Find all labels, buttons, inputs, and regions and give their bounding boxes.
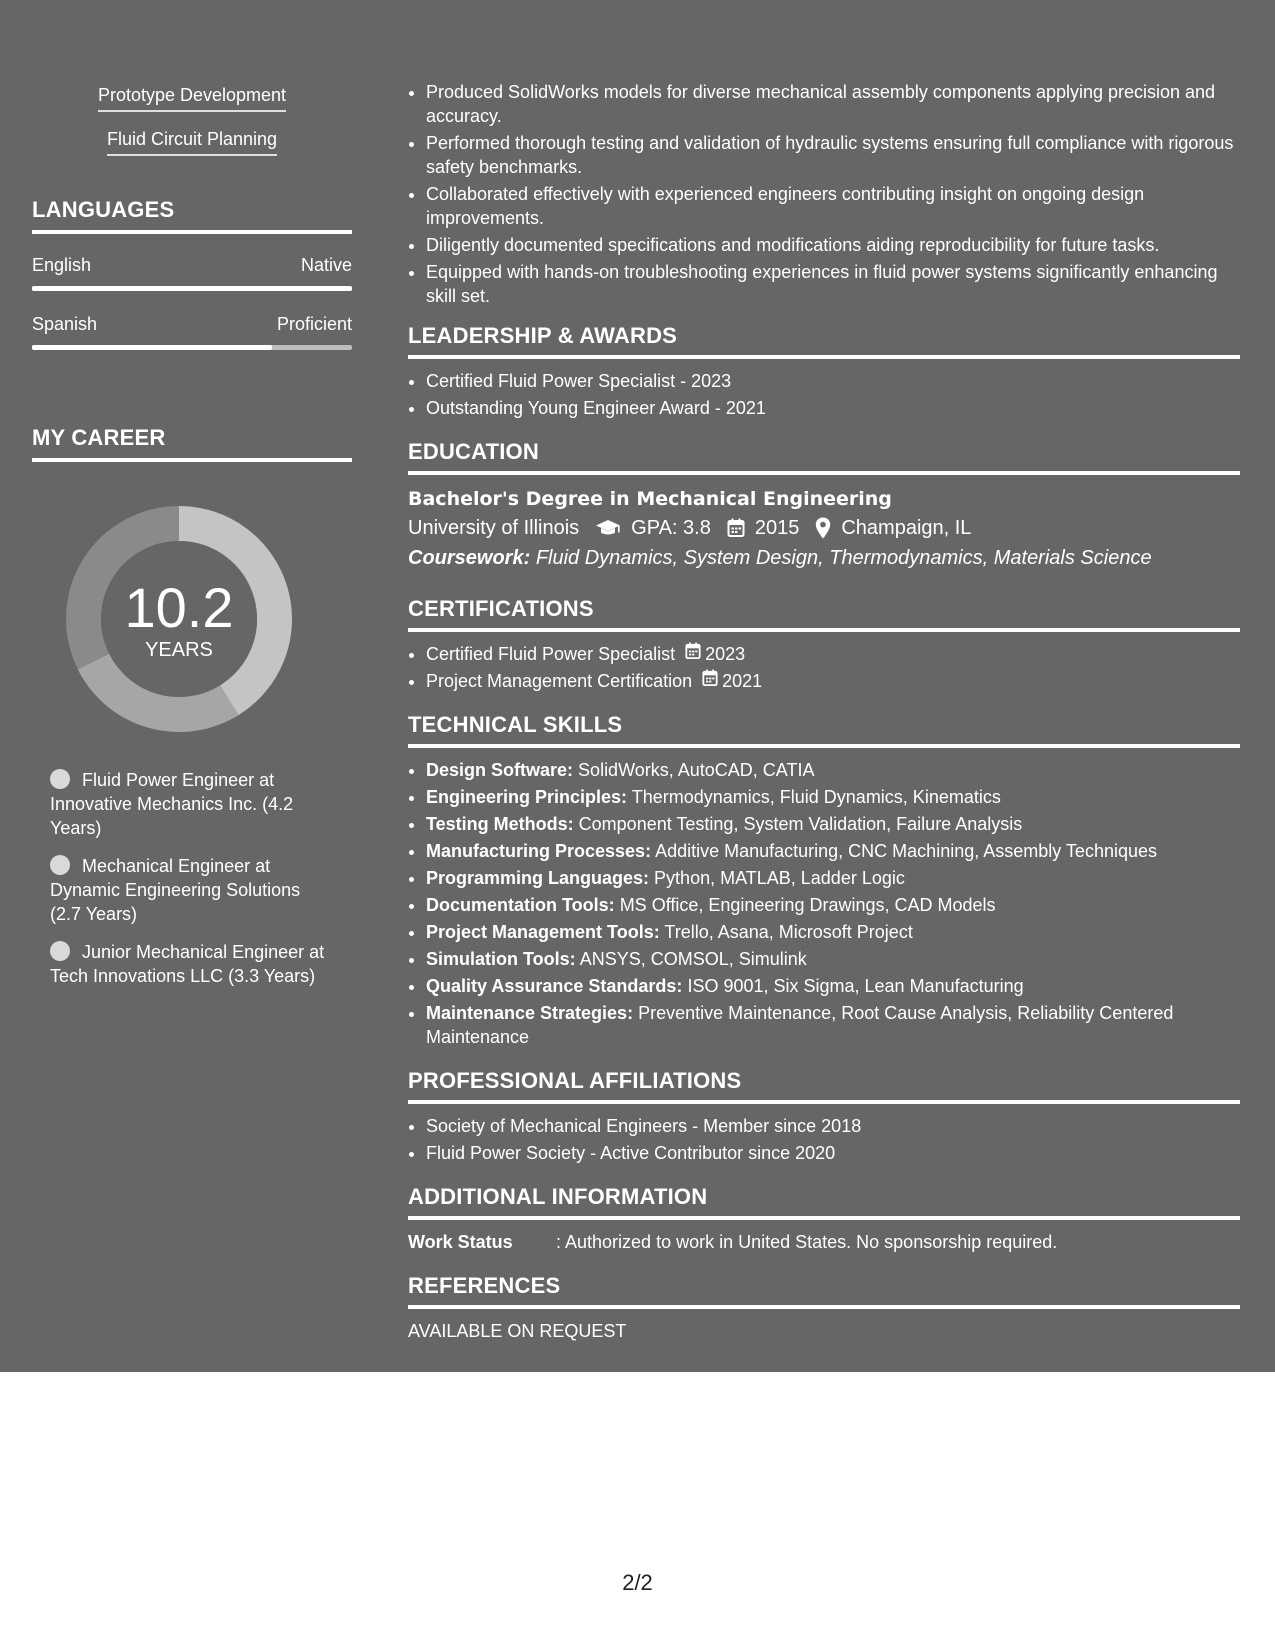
technical-skill-item xyxy=(426,812,1240,836)
calendar-icon xyxy=(727,518,745,538)
technical-skill-label: Design Software: xyxy=(426,760,574,780)
certification-date xyxy=(685,642,745,666)
career-item-text: Fluid Power Engineer at Innovative Mechanics Inc. (4.2 Years) xyxy=(50,770,294,838)
certification-name: Certified Fluid Power Specialist xyxy=(426,644,676,664)
certification-year: 2021 xyxy=(722,671,763,691)
language-proficiency-fill xyxy=(32,345,272,350)
language-name: Spanish xyxy=(32,314,98,334)
school-location: Champaign, IL xyxy=(841,517,972,539)
certification-item xyxy=(426,669,1240,693)
leadership-list xyxy=(408,369,1240,420)
award-item: • Certified Fluid Power Specialist - 2023 xyxy=(426,369,1240,393)
coursework xyxy=(408,543,1240,573)
technical-skill-value: SolidWorks, AutoCAD, CATIA xyxy=(578,760,815,780)
technical-skill-item xyxy=(426,758,1240,782)
location-pin-icon xyxy=(815,517,831,539)
certifications-section xyxy=(408,595,1240,693)
language-name: English xyxy=(32,255,92,275)
affiliation-item: • Fluid Power Society - Active Contributor since 2020 xyxy=(426,1141,1240,1165)
technical-skills-section xyxy=(408,711,1240,1049)
technical-skill-value: ISO 9001, Six Sigma, Lean Manufacturing xyxy=(687,976,1024,996)
career-donut-chart xyxy=(66,506,292,732)
career-total-unit: YEARS xyxy=(145,639,213,661)
technical-skill-value: Component Testing, System Validation, Failure Analysis xyxy=(578,814,1023,834)
experience-bullet: • Diligently documented specifications and modifications aiding reproducibility for future tasks. xyxy=(426,233,1240,257)
technical-skill-value: MS Office, Engineering Drawings, CAD Models xyxy=(619,895,996,915)
technical-skill-item xyxy=(426,974,1240,998)
technical-skill-value: Trello, Asana, Microsoft Project xyxy=(664,922,913,942)
education-meta xyxy=(408,513,1240,543)
technical-skill-item xyxy=(426,785,1240,809)
work-status-value: : Authorized to work in United States. No sponsorship required. xyxy=(556,1232,1058,1252)
technical-skill-item xyxy=(426,893,1240,917)
education-section xyxy=(408,438,1240,573)
technical-skill-value: Additive Manufacturing, CNC Machining, Assembly Techniques xyxy=(655,841,1157,861)
career-bullet-icon xyxy=(50,941,70,961)
technical-skill-value: Python, MATLAB, Ladder Logic xyxy=(654,868,905,888)
language-proficiency-fill xyxy=(32,286,352,291)
languages-section xyxy=(32,196,352,350)
main-content xyxy=(408,80,1240,1343)
page-number: 2/2 xyxy=(622,1570,653,1595)
career-item xyxy=(50,854,330,926)
technical-skill-label: Programming Languages: xyxy=(426,868,650,888)
technical-skill-item xyxy=(426,866,1240,890)
leadership-section xyxy=(408,322,1240,420)
certification-year: 2023 xyxy=(705,644,746,664)
experience-bullets xyxy=(408,80,1240,308)
skill-item[interactable]: Fluid Circuit Planning xyxy=(107,128,277,156)
career-item xyxy=(50,940,330,988)
career-item-text: Junior Mechanical Engineer at Tech Innovations LLC (3.3 Years) xyxy=(50,942,325,986)
career-title: MY CAREER xyxy=(32,424,352,462)
technical-skill-label: Simulation Tools: xyxy=(426,949,576,969)
technical-skill-label: Manufacturing Processes: xyxy=(426,841,652,861)
additional-info-section xyxy=(408,1183,1240,1254)
technical-skill-item xyxy=(426,839,1240,863)
work-status-label: Work Status xyxy=(408,1232,513,1252)
references-section xyxy=(408,1272,1240,1343)
experience-bullet: • Equipped with hands-on troubleshooting experiences in fluid power systems significantly enhancing skill set. xyxy=(426,260,1240,308)
affiliations-list xyxy=(408,1114,1240,1165)
career-bullet-icon xyxy=(50,855,70,875)
calendar-icon xyxy=(685,642,701,666)
sidebar xyxy=(32,84,352,1002)
language-proficiency-bar xyxy=(32,345,352,350)
affiliations-title: PROFESSIONAL AFFILIATIONS xyxy=(408,1067,1240,1104)
technical-skills-title: TECHNICAL SKILLS xyxy=(408,711,1240,748)
technical-skill-label: Quality Assurance Standards: xyxy=(426,976,683,996)
affiliations-section xyxy=(408,1067,1240,1165)
graduation-year: 2015 xyxy=(754,517,800,539)
coursework-list: Fluid Dynamics, System Design, Thermodynamics, Materials Science xyxy=(535,547,1152,569)
career-total-years: 10.2 xyxy=(124,576,234,639)
language-item xyxy=(32,313,352,350)
career-section xyxy=(32,424,352,988)
award-item: • Outstanding Young Engineer Award - 2021 xyxy=(426,396,1240,420)
career-list xyxy=(50,768,330,988)
graduation-cap-icon xyxy=(595,518,621,538)
references-title: REFERENCES xyxy=(408,1272,1240,1309)
skill-item[interactable]: Prototype Development xyxy=(98,84,286,112)
work-status-row xyxy=(408,1230,1240,1254)
affiliation-item: • Society of Mechanical Engineers - Member since 2018 xyxy=(426,1114,1240,1138)
technical-skill-label: Documentation Tools: xyxy=(426,895,615,915)
technical-skill-item xyxy=(426,920,1240,944)
technical-skill-item xyxy=(426,947,1240,971)
career-item-text: Mechanical Engineer at Dynamic Engineering Solutions (2.7 Years) xyxy=(50,856,301,924)
education-title: EDUCATION xyxy=(408,438,1240,475)
language-item xyxy=(32,254,352,291)
experience-bullet: • Collaborated effectively with experienced engineers contributing insight on ongoing design improvements. xyxy=(426,182,1240,230)
certification-date xyxy=(702,669,762,693)
language-proficiency-bar xyxy=(32,286,352,291)
skills-list xyxy=(32,84,352,156)
technical-skill-label: Engineering Principles: xyxy=(426,787,628,807)
technical-skills-list xyxy=(408,758,1240,1049)
certifications-title: CERTIFICATIONS xyxy=(408,595,1240,632)
technical-skill-label: Testing Methods: xyxy=(426,814,574,834)
coursework-label: Coursework: xyxy=(408,547,531,569)
degree-name: Bachelor's Degree in Mechanical Engineering xyxy=(408,488,892,510)
languages-list xyxy=(32,254,352,350)
career-donut-center xyxy=(66,506,292,732)
certifications-list xyxy=(408,642,1240,693)
technical-skill-item xyxy=(426,1001,1240,1049)
additional-info-title: ADDITIONAL INFORMATION xyxy=(408,1183,1240,1220)
technical-skill-label: Project Management Tools: xyxy=(426,922,660,942)
language-row xyxy=(32,254,352,276)
gpa: GPA: 3.8 xyxy=(631,517,711,539)
technical-skill-value: Thermodynamics, Fluid Dynamics, Kinematics xyxy=(631,787,1001,807)
references-text: AVAILABLE ON REQUEST xyxy=(408,1321,627,1341)
certification-name: Project Management Certification xyxy=(426,671,693,691)
technical-skill-value: Preventive Maintenance, Root Cause Analysis, Reliability Centered Maintenance xyxy=(426,1003,1174,1047)
language-level: Proficient xyxy=(276,314,352,334)
certification-item xyxy=(426,642,1240,666)
experience-bullet: • Produced SolidWorks models for diverse mechanical assembly components applying precision and accuracy. xyxy=(426,80,1240,128)
languages-title: LANGUAGES xyxy=(32,196,352,234)
leadership-title: LEADERSHIP & AWARDS xyxy=(408,322,1240,359)
experience-bullet: • Performed thorough testing and validation of hydraulic systems ensuring full compliance with rigorous safety benchmarks. xyxy=(426,131,1240,179)
technical-skill-value: ANSYS, COMSOL, Simulink xyxy=(579,949,807,969)
school-name: University of Illinois xyxy=(408,517,580,539)
career-bullet-icon xyxy=(50,769,70,789)
technical-skill-label: Maintenance Strategies: xyxy=(426,1003,634,1023)
calendar-icon xyxy=(702,669,718,693)
language-level: Native xyxy=(300,255,352,275)
career-item xyxy=(50,768,330,840)
language-row xyxy=(32,313,352,335)
